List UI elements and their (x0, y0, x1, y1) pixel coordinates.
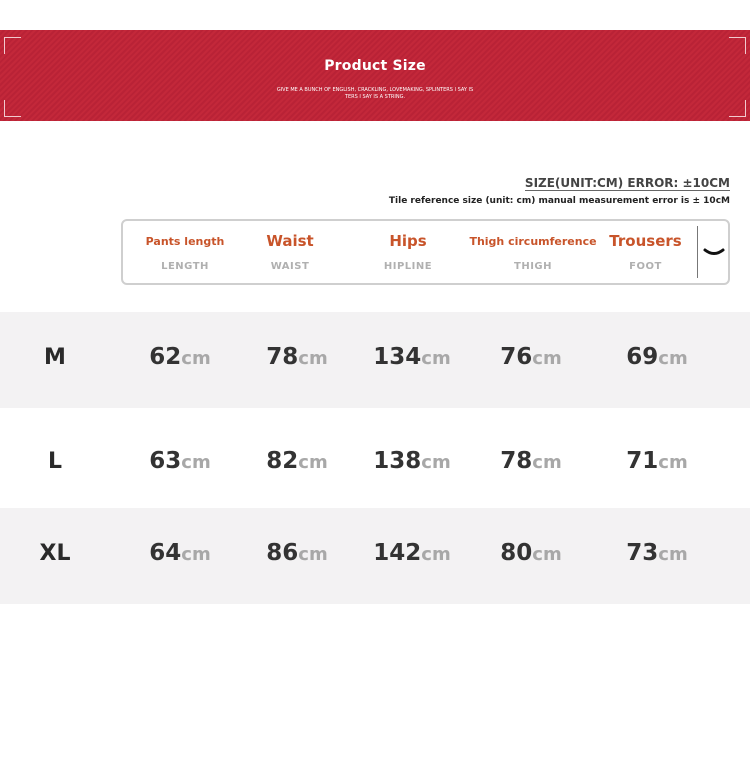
column-header-foot (593, 221, 698, 283)
column-header-label: Thigh circumference (469, 235, 597, 248)
column-header-sublabel: LENGTH (161, 261, 209, 272)
size-label: L (47, 449, 63, 474)
measure-cell (471, 448, 591, 474)
measure-cell (237, 448, 357, 474)
measure-value: 63 (149, 448, 182, 474)
measure-cell (597, 344, 717, 370)
measure-cell (597, 448, 717, 474)
measure-unit: cm (658, 452, 688, 473)
corner-bracket-decoration (729, 37, 746, 54)
size-error-note: Tile reference size (unit: cm) manual measurement error is ± 10cM (388, 196, 730, 206)
measure-value: 82 (266, 448, 299, 474)
measure-cell (471, 344, 591, 370)
size-row-m (0, 312, 750, 408)
size-error-heading (525, 176, 730, 190)
title-banner (0, 30, 750, 121)
measure-value: 71 (626, 448, 659, 474)
measure-unit: cm (181, 452, 211, 473)
measure-cell (120, 344, 240, 370)
measure-value: 64 (149, 540, 182, 566)
measure-unit: cm (298, 544, 328, 565)
column-header-label: Trousers (609, 232, 682, 250)
measure-unit: cm (181, 544, 211, 565)
corner-bracket-decoration (4, 100, 21, 117)
column-header-sublabel: FOOT (629, 261, 662, 272)
column-header-sublabel: HIPLINE (383, 261, 433, 272)
measure-value: 69 (626, 344, 659, 370)
measure-unit: cm (421, 544, 451, 565)
measure-value: 62 (149, 344, 182, 370)
measure-unit: cm (298, 452, 328, 473)
measure-cell (120, 540, 240, 566)
column-header-label: Hips (389, 232, 427, 250)
measure-cell (597, 540, 717, 566)
measure-value: 86 (266, 540, 299, 566)
size-label: XL (39, 541, 71, 566)
banner-subtitle-line: TERS I SAY IS A STRING. (344, 94, 406, 100)
measure-unit: cm (532, 452, 562, 473)
corner-bracket-decoration (729, 100, 746, 117)
column-header-length (123, 221, 247, 283)
size-row-xl (0, 508, 750, 604)
measure-unit: cm (421, 348, 451, 369)
banner-subtitle-line: GIVE ME A BUNCH OF ENGLISH, CRACKLING, LOVEMAKING, SPLINTERS I SAY IS (276, 87, 474, 93)
size-error-heading-text: SIZE(UNIT:CM) ERROR: ±10CM (524, 176, 730, 190)
measure-value: 142 (373, 540, 422, 566)
measure-unit: cm (532, 544, 562, 565)
size-row-l (0, 412, 750, 508)
measure-cell (352, 540, 472, 566)
measure-value: 73 (626, 540, 659, 566)
measure-cell (352, 344, 472, 370)
column-header-thigh (468, 221, 598, 283)
column-header-hips (348, 221, 468, 283)
column-header-sublabel: THIGH (514, 261, 552, 272)
measure-cell (237, 344, 357, 370)
measure-value: 76 (500, 344, 533, 370)
measure-value: 138 (373, 448, 422, 474)
measure-unit: cm (658, 544, 688, 565)
banner-subtitle (255, 87, 495, 101)
measure-cell (352, 448, 472, 474)
measure-cell (120, 448, 240, 474)
measure-value: 80 (500, 540, 533, 566)
measure-cell (471, 540, 591, 566)
measure-unit: cm (532, 348, 562, 369)
page-title: Product Size (324, 58, 426, 74)
column-header-waist (232, 221, 348, 283)
measure-unit: cm (421, 452, 451, 473)
measure-unit: cm (181, 348, 211, 369)
measure-value: 78 (266, 344, 299, 370)
measure-value: 134 (373, 344, 422, 370)
measure-cell (237, 540, 357, 566)
header-divider (697, 226, 698, 278)
corner-bracket-decoration (4, 37, 21, 54)
column-header-label: Waist (266, 232, 314, 250)
size-label: M (44, 345, 66, 370)
chevron-down-icon[interactable] (703, 247, 725, 259)
column-header-sublabel: WAIST (270, 261, 310, 272)
column-header-box (121, 219, 730, 285)
measure-value: 78 (500, 448, 533, 474)
measure-unit: cm (298, 348, 328, 369)
column-header-label: Pants length (145, 235, 225, 248)
measure-unit: cm (658, 348, 688, 369)
